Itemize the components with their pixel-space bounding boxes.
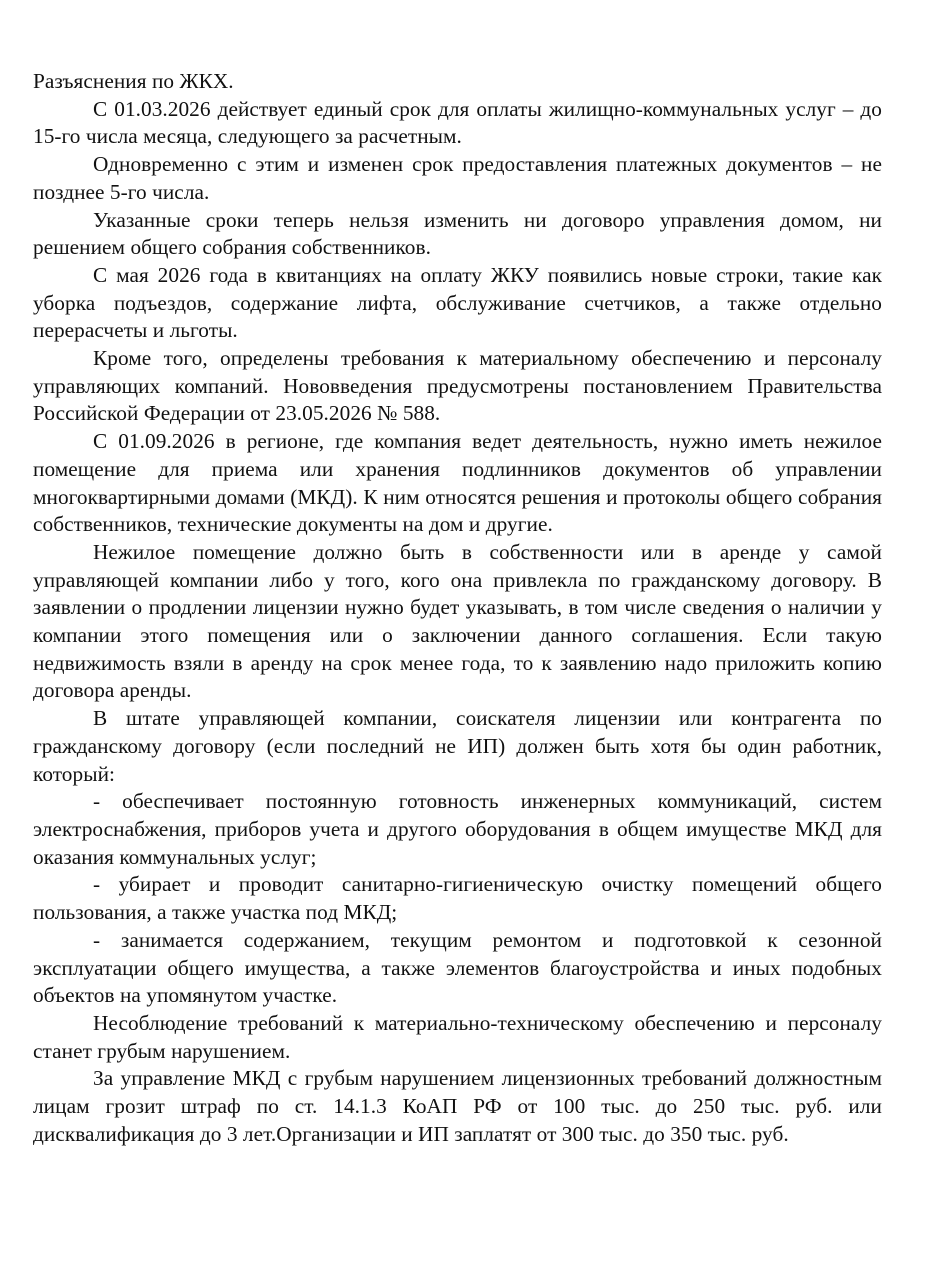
paragraph-non-residential-premises: С 01.09.2026 в регионе, где компания ведет деятельность, нужно иметь нежилое помещение для приема или хранения подлинников документов об управлении многоквартирными домами (МКД). К ним относятся решения и протоколы общего собрания собственников, технические документы на дом и другие. bbox=[33, 429, 882, 537]
paragraph-premises-ownership: Нежилое помещение должно быть в собственности или в аренде у самой управляющей компании либо у того, кого она привлекла по гражданскому договору. В заявлении о продлении лицензии нужно будет указывать, в том числе сведения о наличии у компании этого помещения или о заключении данного соглашения. Если такую недвижимость взяли в аренду на срок менее года, то к заявлению надо приложить копию договора аренды. bbox=[33, 539, 882, 703]
list-item: - убирает и проводит санитарно-гигиеническую очистку помещений общего пользования, а также участка под МКД; bbox=[33, 872, 882, 925]
paragraph-requirements: Кроме того, определены требования к материальному обеспечению и персоналу управляющих компаний. Нововведения предусмотрены постановлением Правительства Российской Федерации от 23.05.2026 № 588. bbox=[33, 346, 882, 426]
paragraph-gross-violation: Несоблюдение требований к материально-техническому обеспечению и персоналу станет грубым нарушением. bbox=[33, 1010, 882, 1063]
paragraph-deadline-fixed: Указанные сроки теперь нельзя изменить ни договоро управления домом, ни решением общего собрания собственников. bbox=[33, 207, 882, 260]
paragraph-staff-requirement: В штате управляющей компании, соискателя лицензии или контрагента по гражданскому договору (если последний не ИП) должен быть хотя бы один работник, который: bbox=[33, 706, 882, 786]
paragraph-fines: За управление МКД с грубым нарушением лицензионных требований должностным лицам грозит штраф по ст. 14.1.3 КоАП РФ от 100 тыс. до 250 тыс. руб. или дисквалификация до 3 лет.Организации и ИП заплатят от 300 тыс. до 350 тыс. руб. bbox=[33, 1066, 882, 1146]
list-item: - обеспечивает постоянную готовность инженерных коммуникаций, систем электроснабжения, приборов учета и другого оборудования в общем имуществе МКД для оказания коммунальных услуг; bbox=[33, 789, 882, 869]
paragraph-new-receipt-lines: С мая 2026 года в квитанциях на оплату ЖКУ появились новые строки, такие как уборка подъездов, содержание лифта, обслуживание счетчиков, а также отдельно перерасчеты и льготы. bbox=[33, 262, 882, 343]
paragraph-payment-deadline: С 01.03.2026 действует единый срок для оплаты жилищно-коммунальных услуг – до 15-го числа месяца, следующего за расчетным. bbox=[33, 96, 882, 149]
paragraph-billing-documents: Одновременно с этим и изменен срок предоставления платежных документов – не позднее 5-го числа. bbox=[33, 152, 882, 204]
list-item: - занимается содержанием, текущим ремонтом и подготовкой к сезонной эксплуатации общего имущества, а также элементов благоустройства и иных подобных объектов на упомянутом участке. bbox=[33, 927, 882, 1008]
document-heading: Разъяснения по ЖКХ. bbox=[33, 69, 234, 93]
